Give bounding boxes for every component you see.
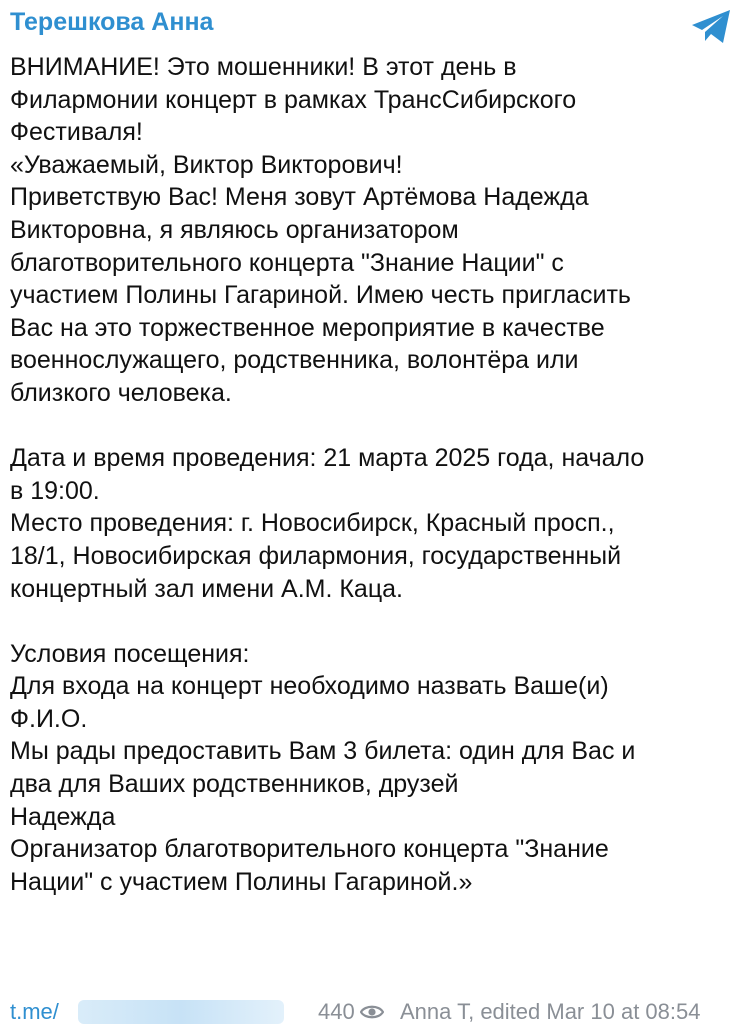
channel-link[interactable]: t.me/ [10, 999, 59, 1024]
message-line: Мы рады предоставить Вам 3 билета: один для Вас и [10, 737, 636, 766]
message-line: Организатор благотворительного концерта "Знание [10, 835, 609, 864]
message-line: Вас на это торжественное мероприятие в качестве [10, 313, 605, 342]
message-line: концертный зал имени А.М. Каца. [10, 574, 404, 603]
redacted-link-blur [78, 1000, 284, 1024]
blank-line [10, 410, 740, 443]
message-line: два для Ваших родственников, друзей [10, 770, 459, 799]
message-line: Филармонии концерт в рамках ТрансСибирского [10, 85, 577, 114]
message-line: Нации" с участием Полины Гагариной.» [10, 867, 473, 896]
message-line: ВНИМАНИЕ! Это мошенники! В этот день в [10, 53, 517, 81]
blank-line [10, 605, 740, 638]
message-line: Приветствую Вас! Меня зовут Артёмова Надежда [10, 183, 589, 212]
message-line: близкого человека. [10, 378, 232, 407]
message-line: Место проведения: г. Новосибирск, Красный просп., [10, 509, 615, 538]
post-footer [0, 992, 751, 1032]
message-line: Викторовна, я являюсь организатором [10, 215, 459, 244]
message-line: военнослужащего, родственника, волонтёра или [10, 346, 579, 375]
message-line: Для входа на концерт необходимо назвать Ваше(и) [10, 672, 609, 701]
eye-icon [360, 1002, 384, 1022]
message-line: Ф.И.О. [10, 704, 88, 733]
message-line: в 19:00. [10, 476, 100, 505]
message-line: 18/1, Новосибирская филармония, государственный [10, 541, 622, 570]
message-line: Дата и время проведения: 21 марта 2025 года, начало [10, 444, 645, 473]
author-name[interactable]: Терешкова Анна [10, 8, 214, 36]
message-line: благотворительного концерта "Знание Нации" с [10, 248, 564, 277]
message-line: Надежда [10, 802, 116, 831]
message-line: Условия посещения: [10, 639, 250, 668]
message-line: Фестиваля! [10, 118, 143, 147]
message-line: участием Полины Гагариной. Имею честь пригласить [10, 281, 631, 310]
post-signature: Anna T, edited Mar 10 at 08:54 [400, 999, 701, 1024]
view-count: 440 [318, 999, 355, 1024]
message-text [10, 51, 740, 898]
message-line: «Уважаемый, Виктор Викторович! [10, 150, 403, 179]
telegram-icon[interactable] [690, 8, 734, 46]
